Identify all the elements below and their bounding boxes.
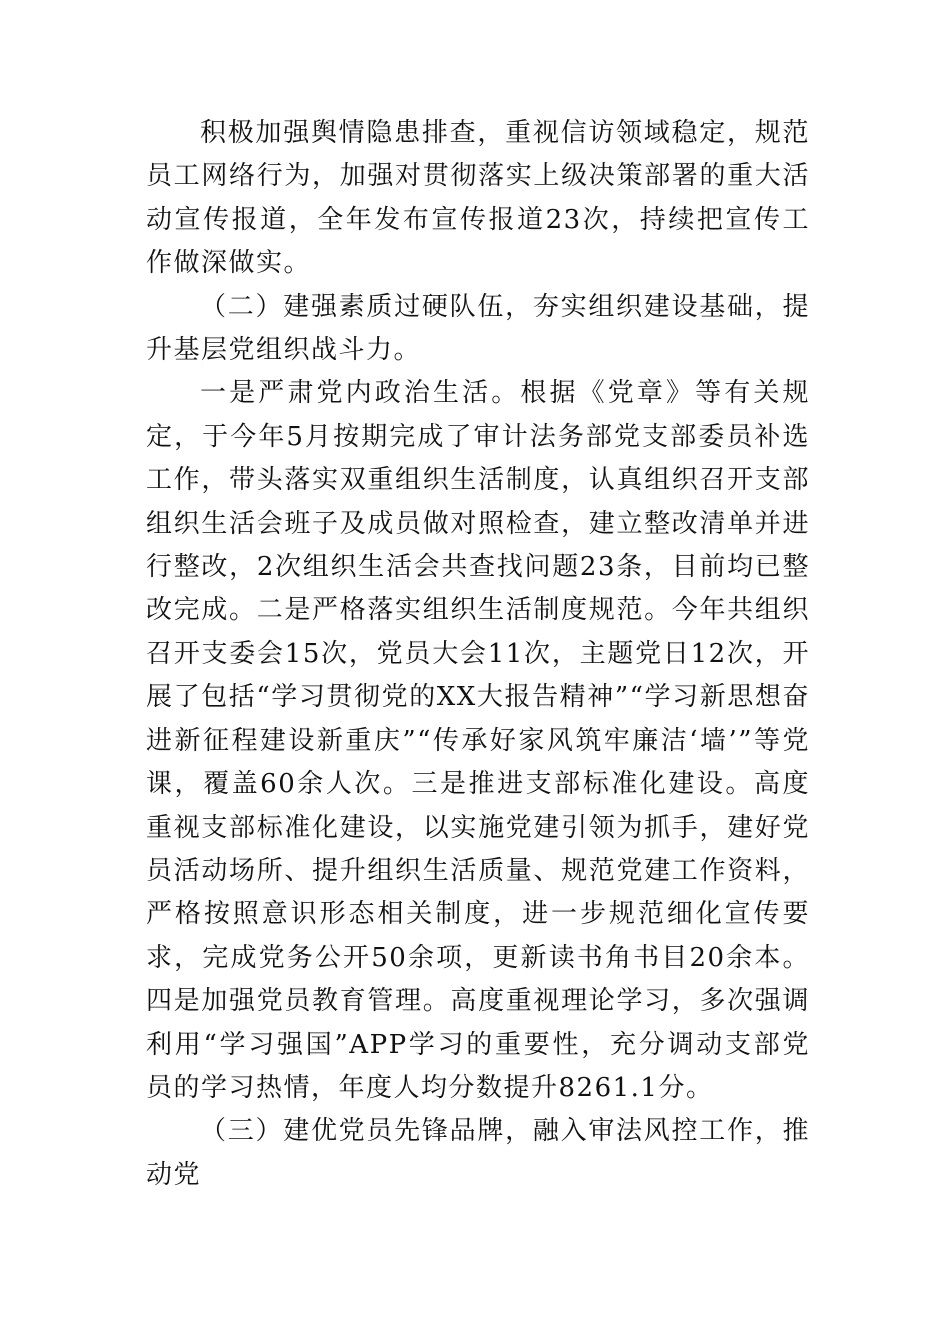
document-body [146, 112, 810, 1197]
section-heading-2: （二）建强素质过硬队伍，夯实组织建设基础，提升基层党组织战斗力。 [146, 291, 810, 366]
paragraph-publicity: 积极加强舆情隐患排查，重视信访领域稳定，规范员工网络行为，加强对贯彻落实上级决策部署的重大活动宣传报道，全年发布宣传报道23次，持续把宣传工作做深做实。 [146, 118, 810, 279]
paragraph-organization: 一是严肃党内政治生活。根据《党章》等有关规定，于今年5月按期完成了审计法务部党支部委员补选工作，带头落实双重组织生活制度，认真组织召开支部组织生活会班子及成员做对照检查，建立整改清单并进行整改，2次组织生活会共查找问题23条，目前均已整改完成。二是严格落实组织生活制度规范。今年共组织召开支委会15次，党员大会11次，主题党日12次，开展了包括“学习贯彻党的XX大报告精神”“学习新思想奋进新征程建设新重庆”“传承好家风筑牢廉洁‘墙’”等党课，覆盖60余人次。三是推进支部标准化建设。高度重视支部标准化建设，以实施党建引领为抓手，建好党员活动场所、提升组织生活质量、规范党建工作资料，严格按照意识形态相关制度，进一步规范细化宣传要求，完成党务公开50余项，更新读书角书目20余本。四是加强党员教育管理。高度重视理论学习，多次强调利用“学习强国”APP学习的重要性，充分调动支部党员的学习热情，年度人均分数提升8261.1分。 [146, 378, 810, 1103]
section-heading-3: （三）建优党员先锋品牌，融入审法风控工作，推动党 [146, 1116, 810, 1190]
